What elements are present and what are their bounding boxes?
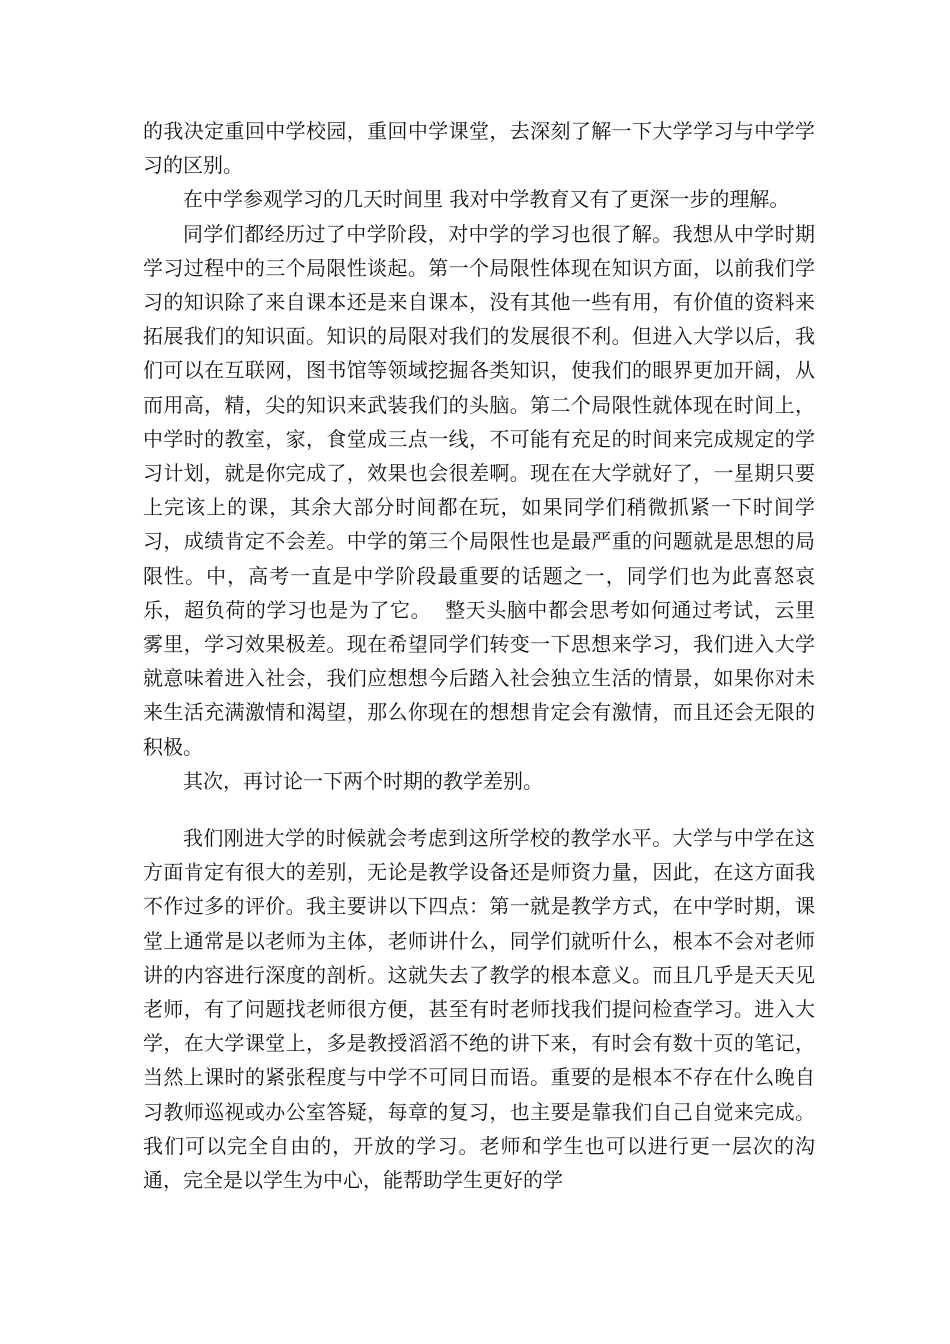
document-body <box>143 114 815 1197</box>
paragraph-observation: 在中学参观学习的几天时间里 我对中学教育又有了更深一步的理解。 <box>183 187 790 212</box>
paragraph-limitations: 同学们都经历过了中学阶段，对中学的学习也很了解。我想从中学时期学习过程中的三个局限性谈起。第一个局限性体现在知识方面，以前我们学习的知识除了来自课本还是来自课本，没有其他一些有用，有价值的资料来拓展我们的知识面。知识的局限对我们的发展很不利。但进入大学以后，我们可以在互联网，图书馆等领域挖掘各类知识，使我们的眼界更加开阔，从而用高，精，尖的知识来武装我们的头脑。第二个局限性就体现在时间上，中学时的教室，家，食堂成三点一线，不可能有充足的时间来完成规定的学习计划，就是你完成了，效果也会很差啊。现在在大学就好了，一星期只要上完该上的课，其余大部分时间都在玩，如果同学们稍微抓紧一下时间学习，成绩肯定不会差。中学的第三个局限性也是最严重的问题就是思想的局限性。中，高考一直是中学阶段最重要的话题之一，同学们也为此喜怒哀乐，超负荷的学习也是为了它。 整天头脑中都会思考如何通过考试，云里雾里，学习效果极差。现在希望同学们转变一下思想来学习，我们进入大学就意味着进入社会，我们应想想今后踏入社会独立生活的情景，如果你对未来生活充满激情和渴望，那么你现在的想想肯定会有激情，而且还会无限的积极。 <box>143 221 815 759</box>
paragraph-teaching-methods: 我们刚进大学的时候就会考虑到这所学校的教学水平。大学与中学在这方面肯定有很大的差别，无论是教学设备还是师资力量，因此，在这方面我不作过多的评价。我主要讲以下四点：第一就是教学方式，在中学时期，课堂上通常是以老师为主体，老师讲什么，同学们就听什么，根本不会对老师讲的内容进行深度的剖析。这就失去了教学的根本意义。而且几乎是天天见老师，有了问题找老师很方便，甚至有时老师找我们提问检查学习。进入大学，在大学课堂上，多是教授滔滔不绝的讲下来，有时会有数十页的笔记，当然上课时的紧张程度与中学不可同日而语。重要的是根本不存在什么晚自习教师巡视或办公室答疑，每章的复习，也主要是靠我们自己自觉来完成。我们可以完全自由的，开放的学习。老师和学生也可以进行更一层次的沟通，完全是以学生为中心，能帮助学生更好的学 <box>143 826 815 1193</box>
paragraph-continuation: 的我决定重回中学校园，重回中学课堂，去深刻了解一下大学学习与中学学习的区别。 <box>143 119 815 178</box>
paragraph-teaching-intro: 其次，再讨论一下两个时期的教学差别。 <box>183 768 543 793</box>
